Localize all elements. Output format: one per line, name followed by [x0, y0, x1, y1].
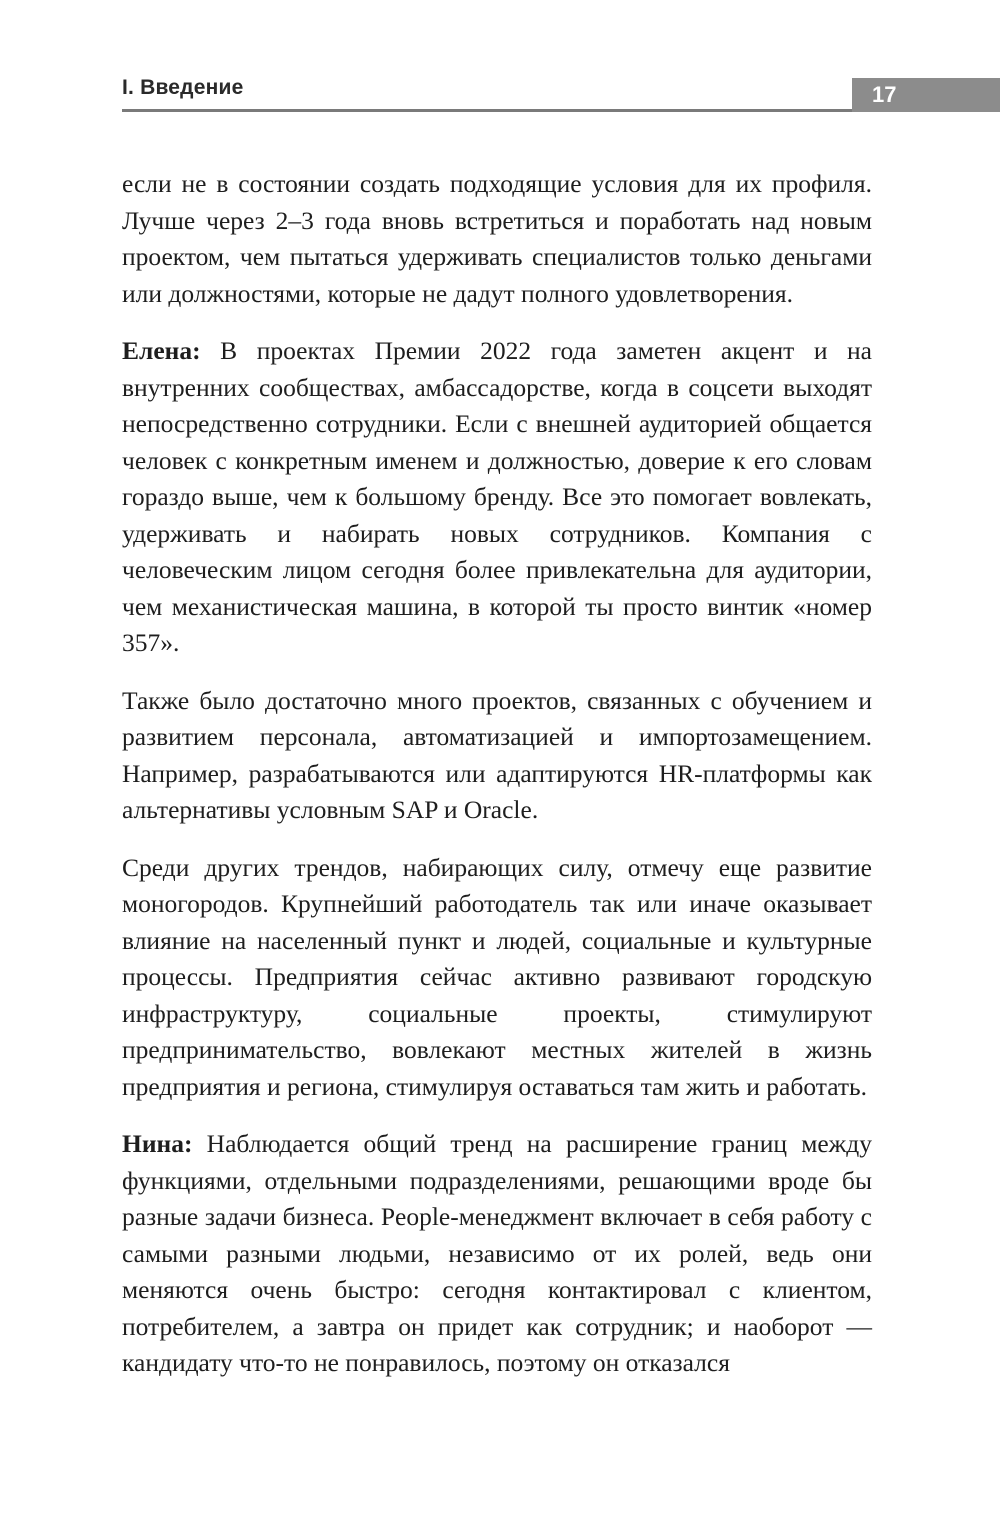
speaker-label-elena: Елена: — [122, 336, 201, 365]
paragraph-3-text: Также было достаточно много проектов, связанных с обучением и развитием персонала, автоматизацией и импортозамещением. Например, разрабатываются или адаптируются HR-платформы как альтернативы условным SAP и Oracle. — [122, 685, 872, 824]
paragraph-2 — [122, 333, 872, 662]
page-number: 17 — [872, 82, 897, 107]
page-number-tab — [852, 78, 1000, 112]
running-head-section-title: I. Введение — [122, 76, 244, 99]
paragraph-1-text: если не в состоянии создать подходящие условия для их профиля. Лучше через 2–3 года вновь встретиться и поработать над новым проектом, чем пытаться удерживать специалистов только деньгами или должностями, которые не дадут полного удовлетворения. — [122, 169, 872, 308]
paragraph-4-text: Среди других трендов, набирающих силу, отмечу еще развитие моногородов. Крупнейший работодатель так или иначе оказывает влияние на населенный пункт и людей, социальные и культурные процессы. Предприятия сейчас активно развивают городскую инфраструктуру, социальные проекты, стимулируют предпринимательство, вовлекают местных жителей в жизнь предприятия и региона, стимулируя оставаться там жить и работать. — [122, 852, 872, 1101]
body-text — [122, 166, 872, 1403]
paragraph-5 — [122, 1126, 872, 1382]
paragraph-5-text: Наблюдается общий тренд на расширение границ между функциями, отдельными подразделениями, решающими вроде бы разные задачи бизнеса. People-менеджмент включает в себя работу с самыми разными людьми, независимо от их ролей, ведь они меняются очень быстро: сегодня контактировал с клиентом, потребителем, а завтра он придет как сотрудник; и наоборот — кандидату что-то не понравилось, поэтому он отказался — [122, 1129, 872, 1377]
paragraph-1 — [122, 166, 872, 312]
speaker-label-nina: Нина: — [122, 1129, 193, 1158]
paragraph-4 — [122, 850, 872, 1106]
paragraph-3 — [122, 683, 872, 829]
paragraph-2-text: В проектах Премии 2022 года заметен акцент и на внутренних сообществах, амбассадорстве, когда в соцсети выходят непосредственно сотрудники. Если с внешней аудиторией общается человек с конкретным именем и должностью, доверие к его словам гораздо выше, чем к большому бренду. Все это помогает вовлекать, удерживать и набирать новых сотрудников. Компания с человеческим лицом сегодня более привлекательна для аудитории, чем механистическая машина, в которой ты просто винтик «номер 357». — [122, 336, 872, 657]
